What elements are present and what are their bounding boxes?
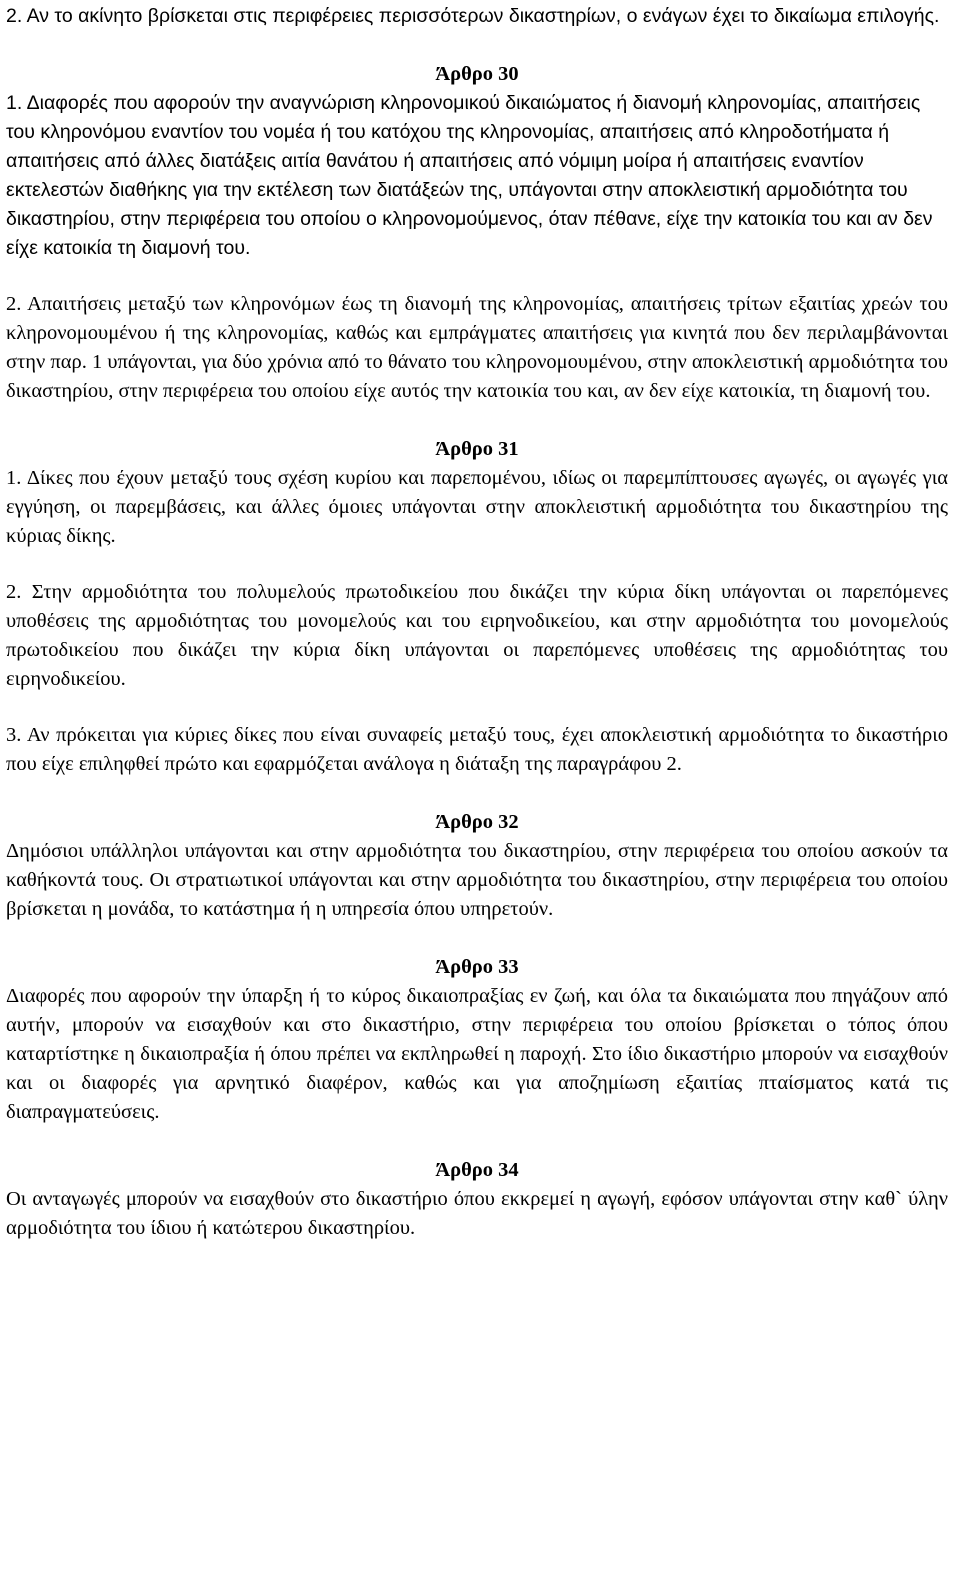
article-33-heading: Άρθρο 33 [435, 956, 519, 978]
spacer [6, 551, 948, 578]
spacer [6, 694, 948, 721]
spacer [6, 1127, 948, 1156]
article-33-paragraph-1: Διαφορές που αφορούν την ύπαρξη ή το κύρος δικαιοπραξίας εν ζωή, και όλα τα δικαιώματα που πηγάζουν από αυτήν, μπορούν να εισαχθούν και στο δικαστήριο, στην περιφέρεια του οποίου βρίσκεται ο τόπος όπου καταρτίστηκε η δικαιοπραξία ή όπου πρέπει να εκπληρωθεί η παροχή. Στο ίδιο δικαστήριο μπορούν να εισαχθούν και οι διαφορές για αρνητικό διαφέρον, καθώς και για αποζημίωση εξαιτίας πταίσματος κατά τις διαπραγματεύσεις. [6, 985, 948, 1123]
article-32-paragraph-1: Δημόσιοι υπάλληλοι υπάγονται και στην αρμοδιότητα του δικαστηρίου, στην περιφέρεια του οποίου ασκούν τα καθήκοντά τους. Οι στρατιωτικοί υπάγονται και στην αρμοδιότητα του δικαστηρίου, στην περιφέρεια του οποίου βρίσκεται η μονάδα, το κατάστημα ή η υπηρεσία όπου υπηρετούν. [6, 840, 948, 920]
article-29-paragraph-2: 2. Αν το ακίνητο βρίσκεται στις περιφέρειες περισσότερων δικαστηρίων, ο ενάγων έχει το δικαίωμα επιλογής. [6, 5, 940, 27]
document-page [6, 0, 948, 1243]
article-31-paragraph-3: 3. Αν πρόκειται για κύριες δίκες που είναι συναφείς μεταξύ τους, έχει αποκλειστική αρμοδιότητα το δικαστήριο που είχε επιληφθεί πρώτο και εφαρμόζεται ανάλογα η διάταξη της παραγράφου 2. [6, 724, 948, 775]
spacer [6, 924, 948, 953]
spacer [6, 406, 948, 435]
article-34-heading: Άρθρο 34 [435, 1159, 519, 1181]
spacer [6, 263, 948, 290]
article-31-paragraph-2: 2. Στην αρμοδιότητα του πολυμελούς πρωτοδικείου που δικάζει την κύρια δίκη υπάγονται οι παρεπόμενες υποθέσεις της αρμοδιότητας του μονομελούς και του ειρηνοδικείου, και στην αρμοδιότητα του μονομελούς πρωτοδικείου που δικάζει την κύρια δίκη υπάγονται οι παρεπόμενες υποθέσεις της αρμοδιότητας του ειρηνοδικείου. [6, 581, 948, 690]
article-31-paragraph-1: 1. Δίκες που έχουν μεταξύ τους σχέση κυρίου και παρεπομένου, ιδίως οι παρεμπίπτουσες αγωγές, οι αγωγές για εγγύηση, οι παρεμβάσεις, και άλλες όμοιες υπάγονται στην αποκλειστική αρμοδιότητα του δικαστηρίου της κύριας δίκης. [6, 467, 948, 547]
article-31-heading: Άρθρο 31 [435, 438, 519, 460]
spacer [6, 31, 948, 60]
article-34-paragraph-1: Οι ανταγωγές μπορούν να εισαχθούν στο δικαστήριο όπου εκκρεμεί η αγωγή, εφόσον υπάγονται στην καθ` ύλην αρμοδιότητα του ίδιου ή κατώτερου δικαστηρίου. [6, 1188, 948, 1239]
spacer [6, 779, 948, 808]
article-30-heading: Άρθρο 30 [435, 63, 519, 85]
article-32-heading: Άρθρο 32 [435, 811, 519, 833]
article-30-paragraph-1: 1. Διαφορές που αφορούν την αναγνώριση κληρονομικού δικαιώματος ή διανομή κληρονομίας, απαιτήσεις του κληρονόμου εναντίον του νομέα ή του κατόχου της κληρονομίας, απαιτήσεις από κληροδοτήματα ή απαιτήσεις από άλλες διατάξεις αιτία θανάτου ή απαιτήσεις από νόμιμη μοίρα ή απαιτήσεις εναντίον εκτελεστών διαθήκης για την εκτέλεση των διατάξεών της, υπάγονται στην αποκλειστική αρμοδιότητα του δικαστηρίου, στην περιφέρεια του οποίου ο κληρονομούμενος, όταν πέθανε, είχε την κατοικία του και αν δεν είχε κατοικία τη διαμονή του. [6, 92, 933, 259]
article-30-paragraph-2: 2. Απαιτήσεις μεταξύ των κληρονόμων έως τη διανομή της κληρονομίας, απαιτήσεις τρίτων εξαιτίας χρεών του κληρονομουμένου ή της κληρονομίας, καθώς και εμπράγματες απαιτήσεις για κινητά που δεν περιλαμβάνονται στην παρ. 1 υπάγονται, για δύο χρόνια από το θάνατο του κληρονομουμένου, στην αποκλειστική αρμοδιότητα του δικαστηρίου, στην περιφέρεια του οποίου είχε αυτός την κατοικία του και, αν δεν είχε κατοικία, τη διαμονή του. [6, 293, 948, 402]
